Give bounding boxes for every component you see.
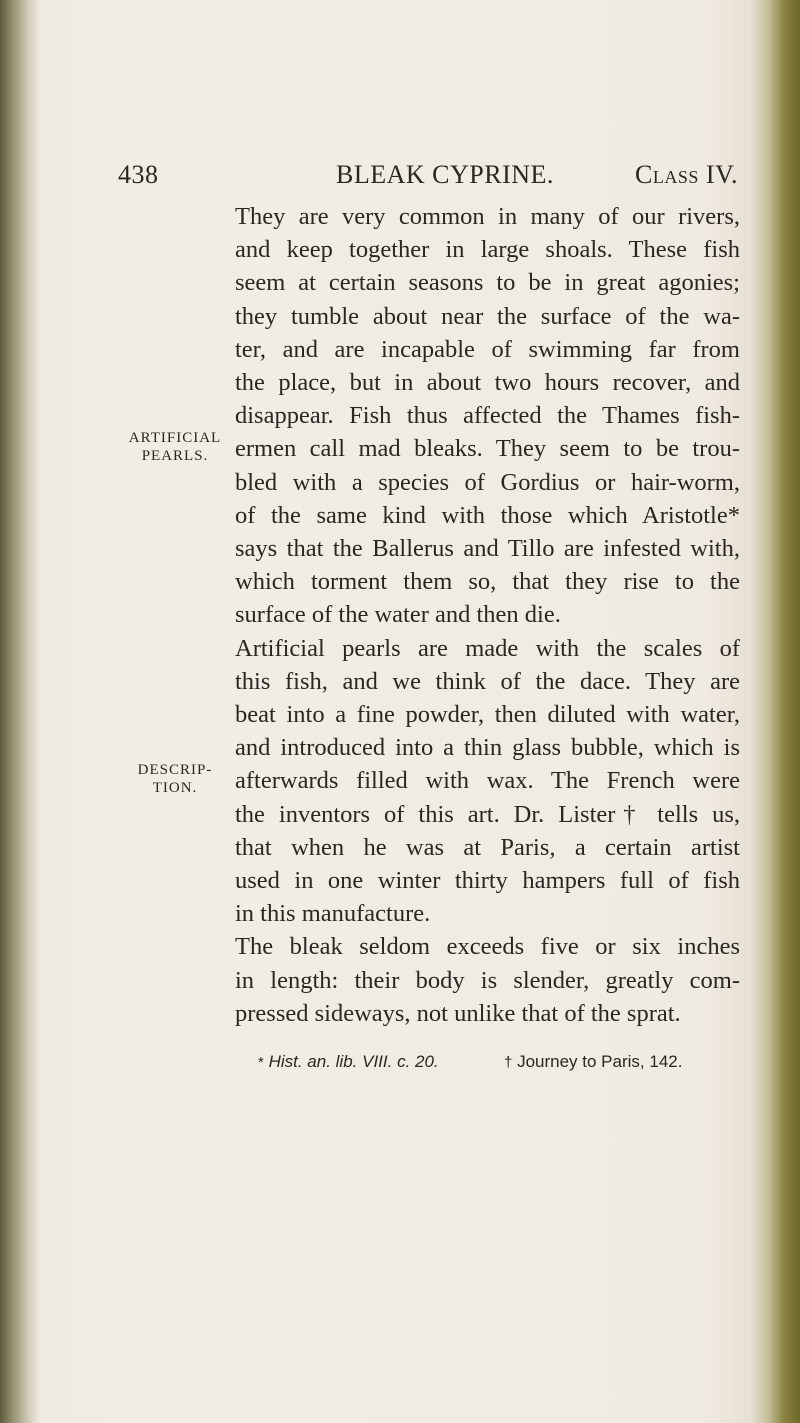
text-line: which torment them so, that they rise to the xyxy=(235,568,740,596)
page-number: 438 xyxy=(118,160,159,189)
text-line: and keep together in large shoals. These fish xyxy=(235,236,740,264)
footnote-mark: * xyxy=(258,1054,264,1071)
margin-note-line: TION. xyxy=(152,780,198,796)
text-line: of the same kind with those which Aristotle* xyxy=(235,501,740,529)
text-line: The bleak seldom exceeds five or six inches xyxy=(235,933,740,961)
text-line: Artificial pearls are made with the scales of xyxy=(235,634,740,662)
text-line: this fish, and we think of the dace. They are xyxy=(235,667,740,695)
margin-note-line: PEARLS. xyxy=(141,448,209,464)
text-line: pressed sideways, not unlike that of the sprat. xyxy=(235,999,681,1027)
footnote-lister xyxy=(504,1052,682,1072)
running-title: BLEAK CYPRINE. xyxy=(336,160,554,189)
margin-note-artificial-pearls xyxy=(116,429,234,465)
margin-note-description xyxy=(116,761,234,797)
text-line: in this manufacture. xyxy=(235,900,431,928)
text-line: afterwards filled with wax. The French were xyxy=(235,767,740,795)
footnote-text: Hist. an. lib. VIII. c. 20. xyxy=(268,1052,439,1071)
text-line: the inventors of this art. Dr. Lister† tells us, xyxy=(235,800,740,828)
body-text xyxy=(235,200,740,1030)
text-line: ter, and are incapable of swimming far from xyxy=(235,335,740,363)
text-line: they tumble about near the surface of the wa- xyxy=(235,302,740,330)
text-line: seem at certain seasons to be in great agonies; xyxy=(235,269,740,297)
footnote-aristotle xyxy=(258,1052,439,1072)
margin-note-line: ARTIFICIAL xyxy=(128,430,222,446)
text-line: in length: their body is slender, greatly com- xyxy=(235,966,740,994)
text-line: used in one winter thirty hampers full of fish xyxy=(235,867,740,895)
page-left-shadow xyxy=(0,0,40,1423)
footnote-mark: † xyxy=(504,1054,513,1071)
text-line: says that the Ballerus and Tillo are infested with, xyxy=(235,535,740,563)
text-line: that when he was at Paris, a certain artist xyxy=(235,833,740,861)
margin-note-line: DESCRIP- xyxy=(137,762,213,778)
text-line: and introduced into a thin glass bubble, which is xyxy=(235,734,740,762)
footnote-text: Journey to Paris, 142. xyxy=(517,1052,683,1071)
page-right-edge xyxy=(750,0,800,1423)
class-label: Class IV. xyxy=(635,160,738,189)
text-line: disappear. Fish thus affected the Thames fish- xyxy=(235,402,740,430)
text-line: surface of the water and then die. xyxy=(235,601,561,629)
text-line: ermen call mad bleaks. They seem to be trou- xyxy=(235,435,740,463)
text-line: bled with a species of Gordius or hair-worm, xyxy=(235,468,740,496)
text-line: the place, but in about two hours recover, and xyxy=(235,369,740,397)
text-line: beat into a fine powder, then diluted with water, xyxy=(235,701,740,729)
page-header xyxy=(118,160,738,200)
text-line: They are very common in many of our rivers, xyxy=(235,203,740,230)
